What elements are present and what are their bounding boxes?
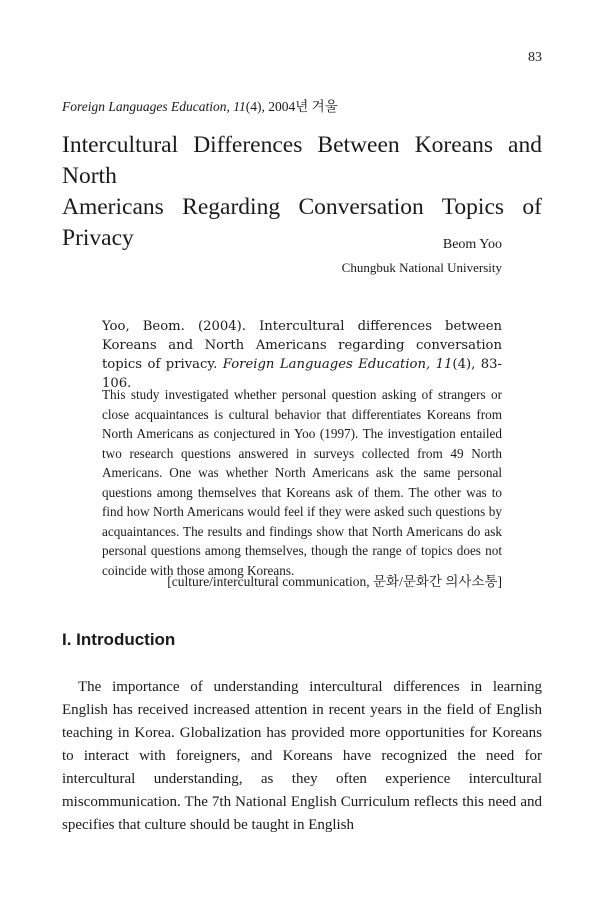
citation [102,317,502,393]
page-number: 83 [528,50,542,65]
journal-volume: 11 [233,99,246,114]
citation-text: Yoo, Beom. (2004). Intercultural differences between Koreans and North Americans regarding conversation topics of privacy. [102,319,502,372]
abstract: This study investigated whether personal question asking of strangers or close acquaintances is cultural behavior that differentiates Koreans from North Americans as conjectured in Yoo (1997). The investigation entailed two research questions answered in surveys collected from 49 North Americans. One was whether North Americans ask the same personal questions among themselves that Koreans ask of them. The other was to find how North Americans would feel if they were asked such questions by acquaintances. The results and findings show that North Americans do ask personal questions among themselves, though the range of topics does not coincide with those among Koreans. [102,387,502,578]
journal-year-season: 2004년 겨울 [268,99,338,114]
citation-journal: Foreign Languages Education, [222,357,431,372]
citation-pages: (4), 83-106. [102,357,502,391]
author-affiliation: Chungbuk National University [341,260,502,275]
journal-name: Foreign Languages Education, [62,99,230,114]
title-line-1: Intercultural Differences Between Koreans and North [62,132,542,189]
keywords: [culture/intercultural communication, 문화/문화간 의사소통] [167,574,502,589]
section-heading: I. Introduction [62,630,176,649]
title-line-2: Americans Regarding Conversation Topics of Privacy [62,194,542,251]
introduction-paragraph: The importance of understanding intercultural differences in learning English has received increased attention in recent years in the field of English teaching in Korea. Globalization has provided more opportunities for Koreans to interact with foreigners, and Koreans have recognized the need for intercultural understanding, as they often experience intercultural miscommunication. The 7th National English Curriculum reflects this need and specifies that culture should be taught in English [62,679,542,833]
citation-volume: 11 [435,357,453,372]
paper-title [62,130,542,254]
author-name: Beom Yoo [442,237,502,252]
running-header [62,95,338,115]
journal-issue: (4), [245,99,265,114]
